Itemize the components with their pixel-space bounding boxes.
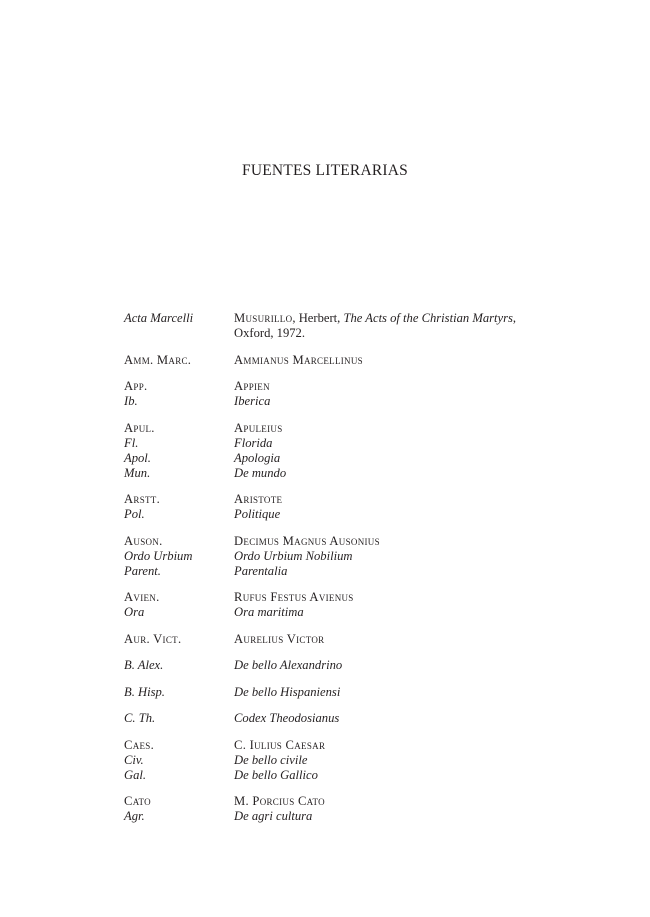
source-full-reference xyxy=(234,421,544,481)
reference-text: Codex Theodosianus xyxy=(234,711,340,725)
abbreviation-line: Apol. xyxy=(124,450,151,465)
reference-line xyxy=(234,353,544,368)
source-abbreviation xyxy=(124,632,234,647)
source-full-reference xyxy=(234,711,544,726)
reference-line xyxy=(234,311,544,326)
reference-line xyxy=(234,466,544,481)
source-entry xyxy=(124,658,544,673)
reference-text: Iberica xyxy=(234,394,271,408)
source-abbreviation xyxy=(124,379,234,409)
source-full-reference xyxy=(234,311,544,341)
abbreviation-line: Ordo Urbium xyxy=(124,548,193,563)
source-abbreviation xyxy=(124,421,234,481)
reference-text: Ammianus Marcellinus xyxy=(234,352,363,367)
reference-text: Musurillo xyxy=(234,311,293,325)
reference-line xyxy=(234,421,544,436)
reference-text: Ordo Urbium Nobilium xyxy=(234,548,353,563)
source-abbreviation xyxy=(124,794,234,824)
reference-text: De bello Alexandrino xyxy=(234,658,343,672)
source-entry xyxy=(124,534,544,579)
reference-text: , Herbert, xyxy=(292,311,344,325)
abbreviation-line: Gal. xyxy=(124,767,147,782)
reference-text: Apuleius xyxy=(234,420,283,435)
source-full-reference xyxy=(234,685,544,700)
source-entry xyxy=(124,379,544,409)
reference-line xyxy=(234,549,544,564)
reference-line xyxy=(234,590,544,605)
abbreviation-line: Apul. xyxy=(124,420,155,435)
source-abbreviation xyxy=(124,590,234,620)
source-abbreviation xyxy=(124,353,234,368)
reference-text: Appien xyxy=(234,379,270,393)
abbreviation-line: Fl. xyxy=(124,435,139,450)
source-full-reference xyxy=(234,353,544,368)
abbreviation-line: App. xyxy=(124,379,148,393)
reference-text: De bello civile xyxy=(234,752,308,767)
source-abbreviation xyxy=(124,658,234,673)
abbreviation-line: Ib. xyxy=(124,394,138,408)
source-full-reference xyxy=(234,534,544,579)
source-entry xyxy=(124,492,544,522)
reference-text: Rufus Festus Avienus xyxy=(234,590,354,604)
sources-list xyxy=(124,311,544,836)
abbreviation-line: Aur. Vict. xyxy=(124,631,182,646)
source-entry xyxy=(124,421,544,481)
reference-line xyxy=(234,632,544,647)
reference-line xyxy=(234,753,544,768)
source-entry xyxy=(124,590,544,620)
reference-text: De bello Gallico xyxy=(234,767,318,782)
source-full-reference xyxy=(234,632,544,647)
source-entry xyxy=(124,738,544,783)
reference-line xyxy=(234,394,544,409)
source-abbreviation xyxy=(124,685,234,700)
reference-line xyxy=(234,711,544,726)
abbreviation-line: Acta Marcelli xyxy=(124,311,194,325)
abbreviation-line: Avien. xyxy=(124,590,160,604)
reference-line xyxy=(234,534,544,549)
reference-text: Politique xyxy=(234,507,281,521)
source-entry xyxy=(124,685,544,700)
reference-text: De agri cultura xyxy=(234,809,313,823)
abbreviation-line: Cato xyxy=(124,794,151,808)
reference-text: De mundo xyxy=(234,465,287,480)
source-abbreviation xyxy=(124,738,234,783)
abbreviation-line: B. Hisp. xyxy=(124,684,165,699)
reference-line xyxy=(234,794,544,809)
reference-text: Aurelius Victor xyxy=(234,631,325,646)
reference-line xyxy=(234,564,544,579)
reference-text: Oxford, 1972. xyxy=(234,326,306,340)
source-full-reference xyxy=(234,379,544,409)
source-full-reference xyxy=(234,738,544,783)
reference-line xyxy=(234,451,544,466)
reference-text: Parentalia xyxy=(234,563,288,578)
page-title: FUENTES LITERARIAS xyxy=(242,162,408,179)
reference-line xyxy=(234,507,544,522)
abbreviation-line: Agr. xyxy=(124,809,145,823)
abbreviation-line: Civ. xyxy=(124,752,144,767)
source-entry xyxy=(124,794,544,824)
reference-line xyxy=(234,605,544,620)
abbreviation-line: C. Th. xyxy=(124,711,156,725)
reference-line xyxy=(234,685,544,700)
source-full-reference xyxy=(234,658,544,673)
abbreviation-line: Auson. xyxy=(124,533,163,548)
reference-text: Apologia xyxy=(234,450,281,465)
abbreviation-line: Parent. xyxy=(124,563,161,578)
reference-line xyxy=(234,658,544,673)
reference-text: Florida xyxy=(234,435,273,450)
source-abbreviation xyxy=(124,311,234,341)
reference-line xyxy=(234,436,544,451)
source-full-reference xyxy=(234,794,544,824)
source-entry xyxy=(124,711,544,726)
source-abbreviation xyxy=(124,492,234,522)
reference-line xyxy=(234,326,544,341)
abbreviation-line: Amm. Marc. xyxy=(124,352,192,367)
reference-text: The Acts of the Christian Martyrs xyxy=(343,311,513,325)
reference-line xyxy=(234,768,544,783)
abbreviation-line: Pol. xyxy=(124,507,145,521)
abbreviation-line: B. Alex. xyxy=(124,658,164,672)
reference-line xyxy=(234,809,544,824)
abbreviation-line: Caes. xyxy=(124,737,155,752)
reference-text: Decimus Magnus Ausonius xyxy=(234,533,380,548)
source-full-reference xyxy=(234,492,544,522)
source-abbreviation xyxy=(124,711,234,726)
reference-line xyxy=(234,738,544,753)
reference-text: Aristote xyxy=(234,492,283,506)
source-entry xyxy=(124,353,544,368)
source-entry xyxy=(124,632,544,647)
reference-text: C. Iulius Caesar xyxy=(234,737,326,752)
abbreviation-line: Ora xyxy=(124,605,145,619)
source-entry xyxy=(124,311,544,341)
abbreviation-line: Mun. xyxy=(124,465,151,480)
source-abbreviation xyxy=(124,534,234,579)
abbreviation-line: Arstt. xyxy=(124,492,161,506)
reference-line xyxy=(234,492,544,507)
reference-text: M. Porcius Cato xyxy=(234,794,325,808)
reference-line xyxy=(234,379,544,394)
source-full-reference xyxy=(234,590,544,620)
reference-text: Ora maritima xyxy=(234,605,304,619)
reference-text: De bello Hispaniensi xyxy=(234,684,341,699)
reference-text: , xyxy=(512,311,517,325)
